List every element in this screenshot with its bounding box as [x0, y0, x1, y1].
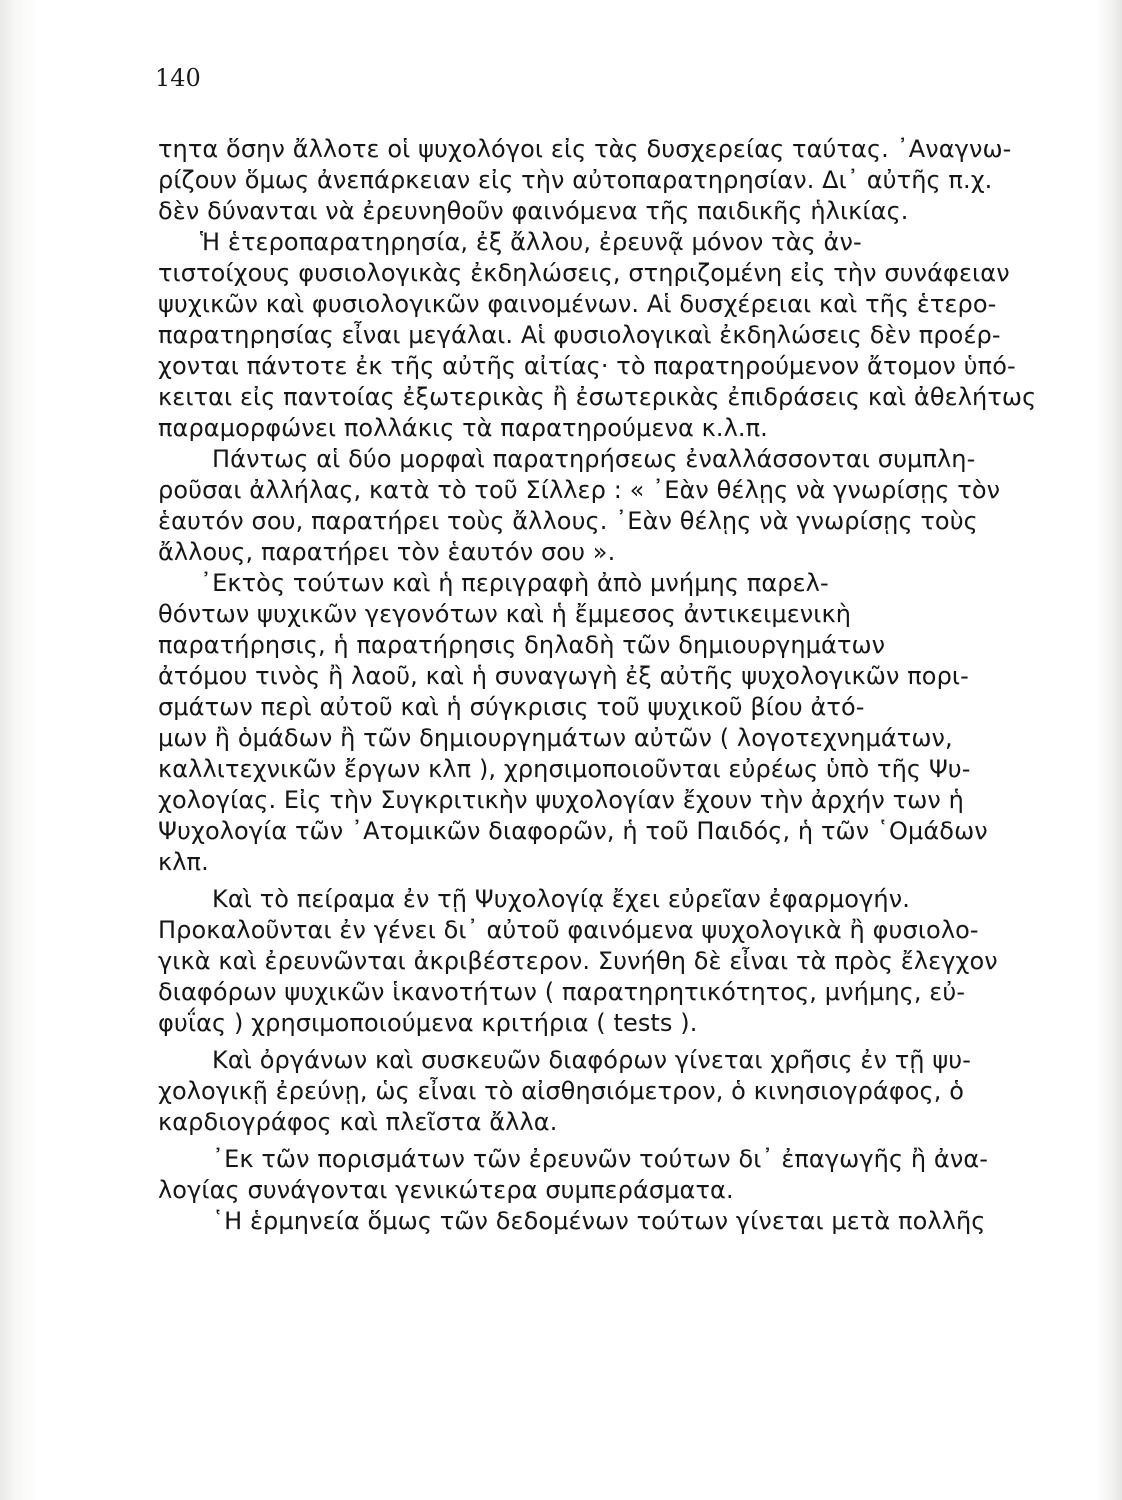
text-line: χολογίας. Εἰς τὴν Συγκριτικὴν ψυχολογίαν ἔχουν τὴν ἀρχήν των ἡ: [158, 786, 964, 814]
text-line: χολογικῇ ἐρεύνῃ, ὡς εἶναι τὸ αἰσθησιόμετρον, ὁ κινησιογράφος, ὁ: [158, 1077, 964, 1105]
text-line: κλπ.: [158, 848, 209, 876]
text-line: Ἡ ἑτεροπαρατηρησία, ἐξ ἄλλου, ἐρευνᾷ μόνον τὰς ἀν-: [200, 228, 862, 256]
text-line: καλλιτεχνικῶν ἔργων κλπ ), χρησιμοποιοῦνται εὐρέως ὑπὸ τῆς Ψυ-: [158, 755, 971, 783]
text-line: σμάτων περὶ αὐτοῦ καὶ ἡ σύγκρισις τοῦ ψυχικοῦ βίου ἀτό-: [158, 693, 865, 721]
text-line: τητα ὅσην ἄλλοτε οἱ ψυχολόγοι εἰς τὰς δυσχερείας ταύτας. ᾿Αναγνω-: [158, 135, 1012, 163]
text-line: Πάντως αἱ δύο μορφαὶ παρατηρήσεως ἐναλλάσσονται συμπλη-: [212, 445, 976, 473]
text-line: ἄλλους, παρατήρει τὸν ἑαυτόν σου ».: [158, 538, 616, 566]
text-line: χονται πάντοτε ἐκ τῆς αὐτῆς αἰτίας· τὸ παρατηρούμενον ἄτομον ὑπό-: [158, 352, 1016, 380]
text-line: ψυχικῶν καὶ φυσιολογικῶν φαινομένων. Αἱ δυσχέρειαι καὶ τῆς ἑτερο-: [158, 290, 997, 318]
text-line: δὲν δύνανται νὰ ἐρευνηθοῦν φαινόμενα τῆς παιδικῆς ἡλικίας.: [158, 197, 909, 225]
page-number: 140: [155, 64, 201, 92]
text-line: φυΐας ) χρησιμοποιούμενα κριτήρια ( tests ).: [158, 1009, 698, 1037]
text-line: ρίζουν ὅμως ἀνεπάρκειαν εἰς τὴν αὐτοπαρατηρησίαν. Δι᾿ αὐτῆς π.χ.: [158, 166, 993, 194]
text-line: θόντων ψυχικῶν γεγονότων καὶ ἡ ἔμμεσος ἀντικειμενικὴ: [158, 600, 852, 628]
text-line: Καὶ τὸ πείραμα ἐν τῇ Ψυχολογίᾳ ἔχει εὐρεῖαν ἐφαρμογήν.: [212, 885, 910, 913]
text-line: ἑαυτόν σου, παρατήρει τοὺς ἄλλους. ᾿Εὰν θέλῃς νὰ γνωρίσῃς τοὺς: [158, 507, 978, 535]
text-line: κειται εἰς παντοίας ἐξωτερικὰς ἢ ἐσωτερικὰς ἐπιδράσεις καὶ ἀθελήτως: [158, 383, 1037, 411]
text-line: μων ἢ ὁμάδων ἢ τῶν δημιουργημάτων αὐτῶν ( λογοτεχνημάτων,: [158, 724, 953, 752]
text-line: ροῦσαι ἀλλήλας, κατὰ τὸ τοῦ Σίλλερ : « ᾿Εὰν θέλῃς νὰ γνωρίσῃς τὸν: [158, 476, 1001, 504]
text-line: ᾿Εκτὸς τούτων καὶ ἡ περιγραφὴ ἀπὸ μνήμης παρελ-: [200, 569, 829, 597]
text-line: καρδιογράφος καὶ πλεῖστα ἄλλα.: [158, 1108, 558, 1136]
text-line: γικὰ καὶ ἐρευνῶνται ἀκριβέστερον. Συνήθη δὲ εἶναι τὰ πρὸς ἔλεγχον: [158, 947, 998, 975]
text-line: παρατηρησίας εἶναι μεγάλαι. Αἱ φυσιολογικαὶ ἐκδηλώσεις δὲν προέρ-: [158, 321, 1001, 349]
text-line: Ψυχολογία τῶν ᾿Ατομικῶν διαφορῶν, ἡ τοῦ Παιδός, ἡ τῶν ῾Ομάδων: [158, 817, 988, 845]
text-line: Προκαλοῦνται ἐν γένει δι᾿ αὐτοῦ φαινόμενα ψυχολογικὰ ἢ φυσιολο-: [158, 916, 979, 944]
text-line: ᾿Εκ τῶν πορισμάτων τῶν ἐρευνῶν τούτων δι᾿ ἐπαγωγῆς ἢ ἀνα-: [212, 1145, 989, 1173]
text-line: ῾Η ἑρμηνεία ὅμως τῶν δεδομένων τούτων γίνεται μετὰ πολλῆς: [212, 1207, 986, 1235]
body-text: [158, 134, 1038, 1237]
text-line: Καὶ ὀργάνων καὶ συσκευῶν διαφόρων γίνεται χρῆσις ἐν τῇ ψυ-: [212, 1046, 972, 1074]
text-line: παραμορφώνει πολλάκις τὰ παρατηρούμενα κ.λ.π.: [158, 414, 768, 442]
text-line: λογίας συνάγονται γενικώτερα συμπεράσματα.: [158, 1176, 734, 1204]
text-line: παρατήρησις, ἡ παρατήρησις δηλαδὴ τῶν δημιουργημάτων: [158, 631, 886, 659]
text-line: τιστοίχους φυσιολογικὰς ἐκδηλώσεις, στηριζομένη εἰς τὴν συνάφειαν: [158, 259, 1010, 287]
text-line: διαφόρων ψυχικῶν ἱκανοτήτων ( παρατηρητικότητος, μνήμης, εὐ-: [158, 978, 966, 1006]
text-line: ἀτόμου τινὸς ἢ λαοῦ, καὶ ἡ συναγωγὴ ἐξ αὐτῆς ψυχολογικῶν πορι-: [158, 662, 969, 690]
